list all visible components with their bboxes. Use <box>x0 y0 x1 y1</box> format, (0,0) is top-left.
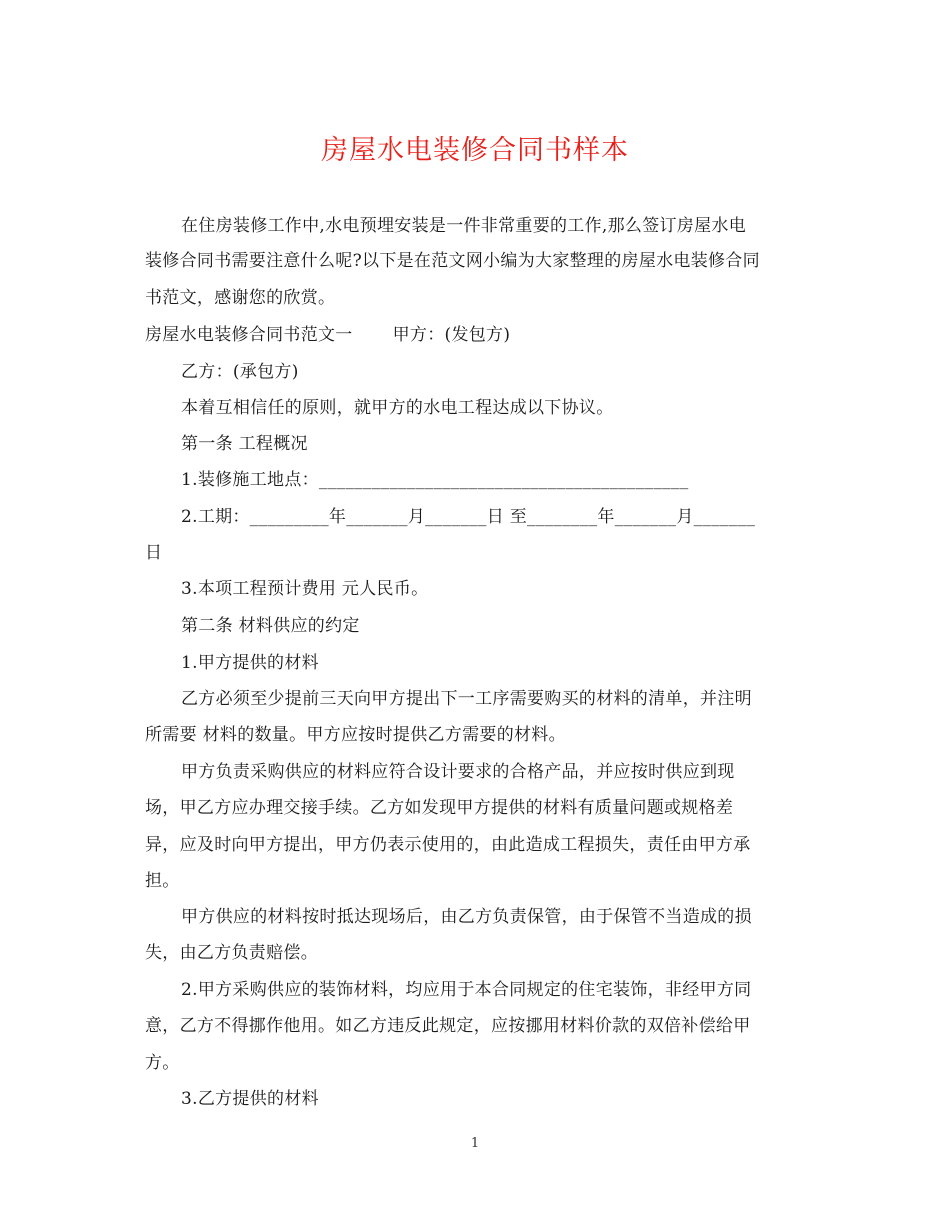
period-line-end: 日 <box>145 543 163 563</box>
intro-line-3: 书范文，感谢您的欣赏。 <box>145 288 336 308</box>
paragraph-line: 2.甲方采购供应的装饰材料，均应用于本合同规定的住宅装饰，非经甲方同 <box>181 980 752 1000</box>
intro-line-1: 在住房装修工作中,水电预埋安装是一件非常重要的工作,那么签订房屋水电 <box>181 216 747 236</box>
agreement-intro: 本着互相信任的原则，就甲方的水电工程达成以下协议。 <box>181 398 614 418</box>
paragraph-line: 乙方必须至少提前三天向甲方提出下一工序需要购买的材料的清单，并注明 <box>181 689 752 709</box>
paragraph-line: 场，甲乙方应办理交接手续。乙方如发现甲方提供的材料有质量问题或规格差 <box>145 798 734 818</box>
site-address-line: 1.装修施工地点：__________________________________________ <box>181 470 689 490</box>
paragraph-line: 担。 <box>145 871 180 891</box>
page-number: 1 <box>470 1136 480 1151</box>
party-b-label: 乙方：(承包方) <box>181 362 299 382</box>
document-title: 房屋水电装修合同书样本 <box>321 135 629 166</box>
paragraph-line: 甲方供应的材料按时抵达现场后，由乙方负责保管，由于保管不当造成的损 <box>181 907 752 927</box>
paragraph-line: 所需要 材料的数量。甲方应按时提供乙方需要的材料。 <box>145 725 566 745</box>
paragraph-line: 失，由乙方负责赔偿。 <box>145 943 318 963</box>
sample-heading: 房屋水电装修合同书范文一 <box>145 325 353 345</box>
clause-3-heading: 3.乙方提供的材料 <box>181 1089 319 1109</box>
clause-1-heading: 1.甲方提供的材料 <box>181 653 319 673</box>
party-a-label: 甲方：(发包方) <box>392 325 511 345</box>
paragraph-line: 异，应及时向甲方提出，甲方仍表示使用的，由此造成工程损失，责任由甲方承 <box>145 835 751 855</box>
cost-line: 3.本项工程预计费用 元人民币。 <box>181 579 429 599</box>
paragraph-line: 甲方负责采购供应的材料应符合设计要求的合格产品，并应按时供应到现 <box>181 762 735 782</box>
intro-line-2: 装修合同书需要注意什么呢?以下是在范文网小编为大家整理的房屋水电装修合同 <box>145 251 760 271</box>
period-line: 2.工期：_________年_______月_______日 至________年_______月_______ <box>181 507 756 527</box>
article-1-heading: 第一条 工程概况 <box>181 434 308 454</box>
article-2-heading: 第二条 材料供应的约定 <box>181 616 360 636</box>
section-heading-line <box>145 320 510 345</box>
paragraph-line: 方。 <box>145 1053 180 1073</box>
paragraph-line: 意，乙方不得挪作他用。如乙方违反此规定，应按挪用材料价款的双倍补偿给甲 <box>145 1016 751 1036</box>
